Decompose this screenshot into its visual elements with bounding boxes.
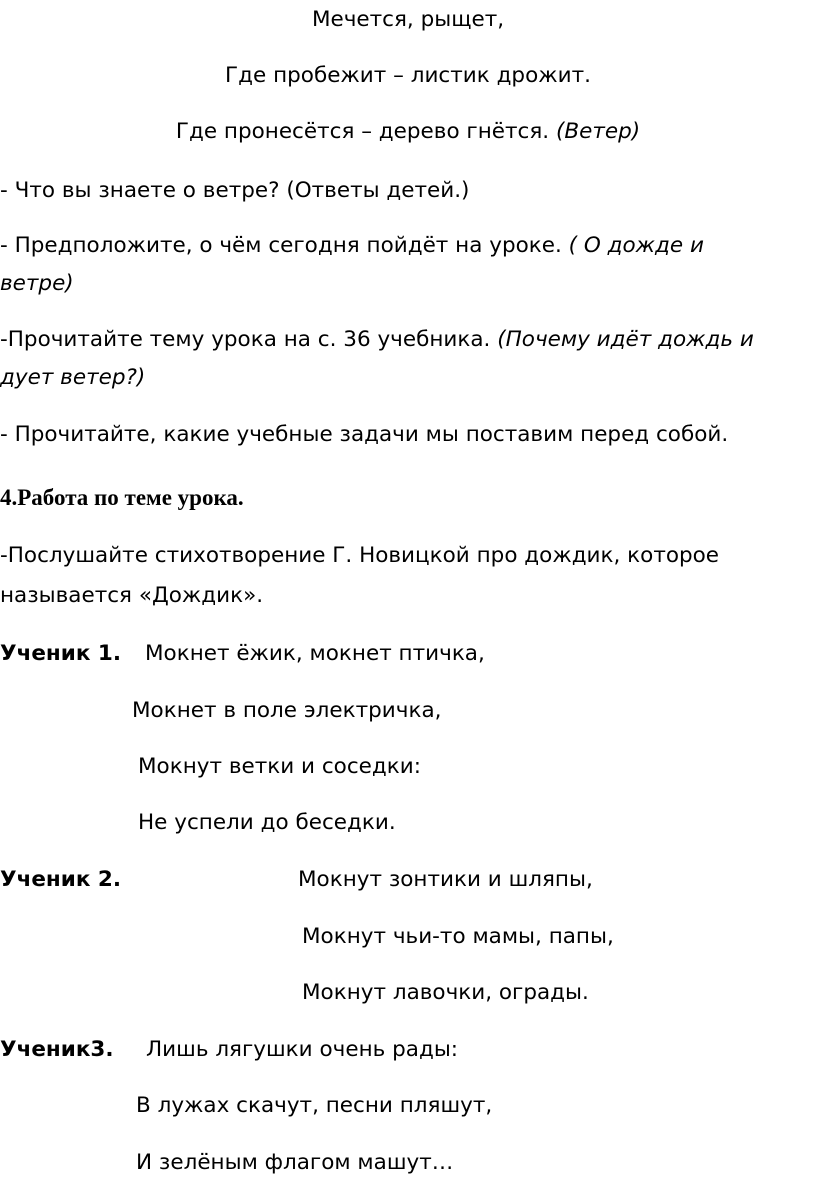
section-intro-line-2: называется «Дождик». xyxy=(0,583,264,608)
question-tasks: - Прочитайте, какие учебные задачи мы поставим перед собой. xyxy=(0,422,729,447)
question-wind: - Что вы знаете о ветре? (Ответы детей.) xyxy=(0,178,470,203)
student-3-label: Ученик3. xyxy=(0,1037,114,1062)
student-1-label: Ученик 1. xyxy=(0,641,122,666)
student-2-line-2: Мокнут чьи-то мамы, папы, xyxy=(302,924,614,949)
question-read-topic-text: -Прочитайте тему урока на с. 36 учебника. xyxy=(0,327,491,352)
student-1-line-1: Мокнет ёжик, мокнет птичка, xyxy=(145,641,485,666)
question-read-topic xyxy=(0,326,754,353)
question-read-topic-answer-b: дует ветер?) xyxy=(0,365,146,390)
question-topic-answer-b: ветре) xyxy=(0,271,74,296)
section-intro-line-1: -Послушайте стихотворение Г. Новицкой про дождик, которое xyxy=(0,543,720,568)
student-2-label: Ученик 2. xyxy=(0,867,122,892)
riddle-answer: (Ветер) xyxy=(555,119,641,144)
student-1-line-4: Не успели до беседки. xyxy=(138,810,396,835)
student-2-line-3: Мокнут лавочки, ограды. xyxy=(302,980,589,1005)
student-3-line-1: Лишь лягушки очень рады: xyxy=(146,1037,459,1062)
student-2-line-1: Мокнут зонтики и шляпы, xyxy=(298,867,593,892)
riddle-line-3-text: Где пронесётся – дерево гнётся. xyxy=(175,119,550,144)
section-heading: 4.Работа по теме урока. xyxy=(0,485,244,510)
student-1-line-3: Мокнут ветки и соседки: xyxy=(138,754,421,779)
riddle-line-3 xyxy=(0,118,816,145)
question-read-topic-answer-a: (Почему идёт дождь и xyxy=(497,327,754,352)
student-1-line-2: Мокнет в поле электричка, xyxy=(132,698,442,723)
question-topic-answer-a: ( О дожде и xyxy=(568,233,704,258)
riddle-line-2: Где пробежит – листик дрожит. xyxy=(225,63,591,88)
riddle-line-1: Мечется, рыщет, xyxy=(311,7,505,32)
question-topic-text: - Предположите, о чём сегодня пойдёт на уроке. xyxy=(0,233,562,258)
question-topic xyxy=(0,232,704,259)
student-3-line-2: В лужах скачут, песни пляшут, xyxy=(136,1093,493,1118)
student-3-line-3: И зелёным флагом машут… xyxy=(136,1150,454,1175)
